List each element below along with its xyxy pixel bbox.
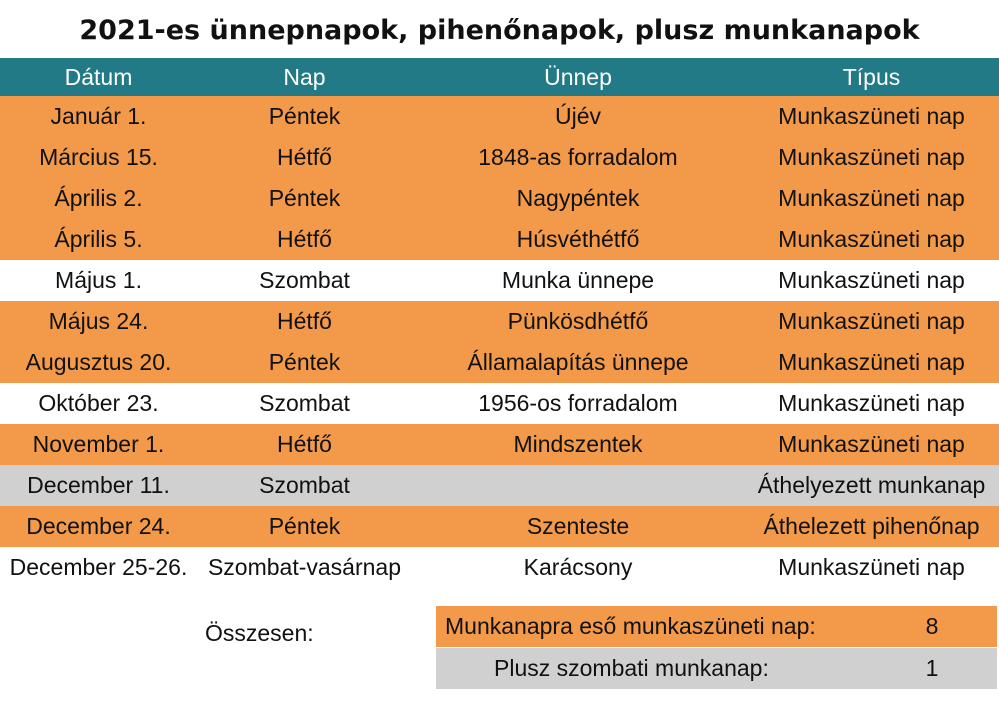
table-row xyxy=(0,424,999,465)
cell-type: Áthelyezett munkanap xyxy=(757,472,986,498)
cell-holiday: Államalapítás ünnepe xyxy=(467,349,689,375)
cell-holiday: Karácsony xyxy=(523,554,633,580)
header-holiday: Ünnep xyxy=(544,64,612,90)
summary-row-extra-saturday xyxy=(436,648,997,689)
cell-type: Munkaszüneti nap xyxy=(778,431,965,457)
cell-holiday: Húsvéthétfő xyxy=(516,226,640,252)
summary-text: Munkanapra eső munkaszüneti nap: xyxy=(445,613,816,639)
table-row xyxy=(0,219,999,260)
table-row xyxy=(0,137,999,178)
cell-holiday: Munka ünnepe xyxy=(501,267,655,293)
cell-date: December 11. xyxy=(27,472,170,498)
summary-row-workday-holidays xyxy=(436,606,997,647)
cell-holiday: Mindszentek xyxy=(513,431,643,457)
cell-day: Szombat xyxy=(259,267,350,293)
cell-date: Április 5. xyxy=(54,226,143,252)
cell-day: Szombat-vasárnap xyxy=(207,554,402,580)
cell-date: Augusztus 20. xyxy=(25,349,172,375)
cell-type: Munkaszüneti nap xyxy=(778,308,965,334)
cell-type: Munkaszüneti nap xyxy=(778,390,965,416)
cell-day: Péntek xyxy=(268,513,341,539)
table-row xyxy=(0,465,999,506)
summary-value: 1 xyxy=(925,655,939,681)
table-row xyxy=(0,178,999,219)
cell-day: Péntek xyxy=(268,349,341,375)
cell-date: Január 1. xyxy=(50,103,147,129)
cell-holiday: Pünkösdhétfő xyxy=(507,308,649,334)
cell-day: Hétfő xyxy=(277,431,332,457)
page-title: 2021-es ünnepnapok, pihenőnapok, plusz munkanapok xyxy=(79,15,920,46)
cell-day: Hétfő xyxy=(277,308,332,334)
header-date: Dátum xyxy=(64,64,133,90)
cell-type: Munkaszüneti nap xyxy=(778,349,965,375)
table-body xyxy=(0,96,999,588)
cell-holiday: 1848-as forradalom xyxy=(478,144,678,170)
summary-text: Plusz szombati munkanap: xyxy=(494,655,769,681)
cell-holiday: Újév xyxy=(554,103,601,129)
table-row xyxy=(0,547,999,588)
cell-type: Áthelezett pihenőnap xyxy=(763,513,980,539)
table-row xyxy=(0,506,999,547)
table-row xyxy=(0,301,999,342)
table-row xyxy=(0,260,999,301)
header-day: Nap xyxy=(283,64,326,90)
cell-type: Munkaszüneti nap xyxy=(778,103,965,129)
cell-day: Hétfő xyxy=(277,226,332,252)
cell-day: Péntek xyxy=(268,185,341,211)
summary-label: Összesen: xyxy=(205,620,314,646)
summary-section xyxy=(0,588,999,708)
cell-date: December 24. xyxy=(26,513,171,539)
cell-date: Május 1. xyxy=(55,267,142,293)
cell-day: Szombat xyxy=(259,472,350,498)
cell-date: Május 24. xyxy=(48,308,149,334)
cell-date: Április 2. xyxy=(54,185,143,211)
cell-date: December 25-26. xyxy=(9,554,188,580)
cell-holiday: Szenteste xyxy=(526,513,630,539)
cell-day: Péntek xyxy=(268,103,341,129)
table-row xyxy=(0,96,999,137)
table-row xyxy=(0,383,999,424)
table-header xyxy=(0,58,999,96)
cell-type: Munkaszüneti nap xyxy=(778,267,965,293)
cell-holiday xyxy=(412,465,744,506)
cell-holiday: Nagypéntek xyxy=(516,185,640,211)
cell-type: Munkaszüneti nap xyxy=(778,554,965,580)
cell-date: November 1. xyxy=(32,431,165,457)
cell-holiday: 1956-os forradalom xyxy=(478,390,678,416)
cell-date: Október 23. xyxy=(38,390,159,416)
header-type: Típus xyxy=(842,64,901,90)
summary-value: 8 xyxy=(925,613,939,639)
cell-type: Munkaszüneti nap xyxy=(778,226,965,252)
cell-day: Szombat xyxy=(259,390,350,416)
cell-day: Hétfő xyxy=(277,144,332,170)
table-row xyxy=(0,342,999,383)
cell-type: Munkaszüneti nap xyxy=(778,144,965,170)
cell-type: Munkaszüneti nap xyxy=(778,185,965,211)
cell-date: Március 15. xyxy=(39,144,158,170)
